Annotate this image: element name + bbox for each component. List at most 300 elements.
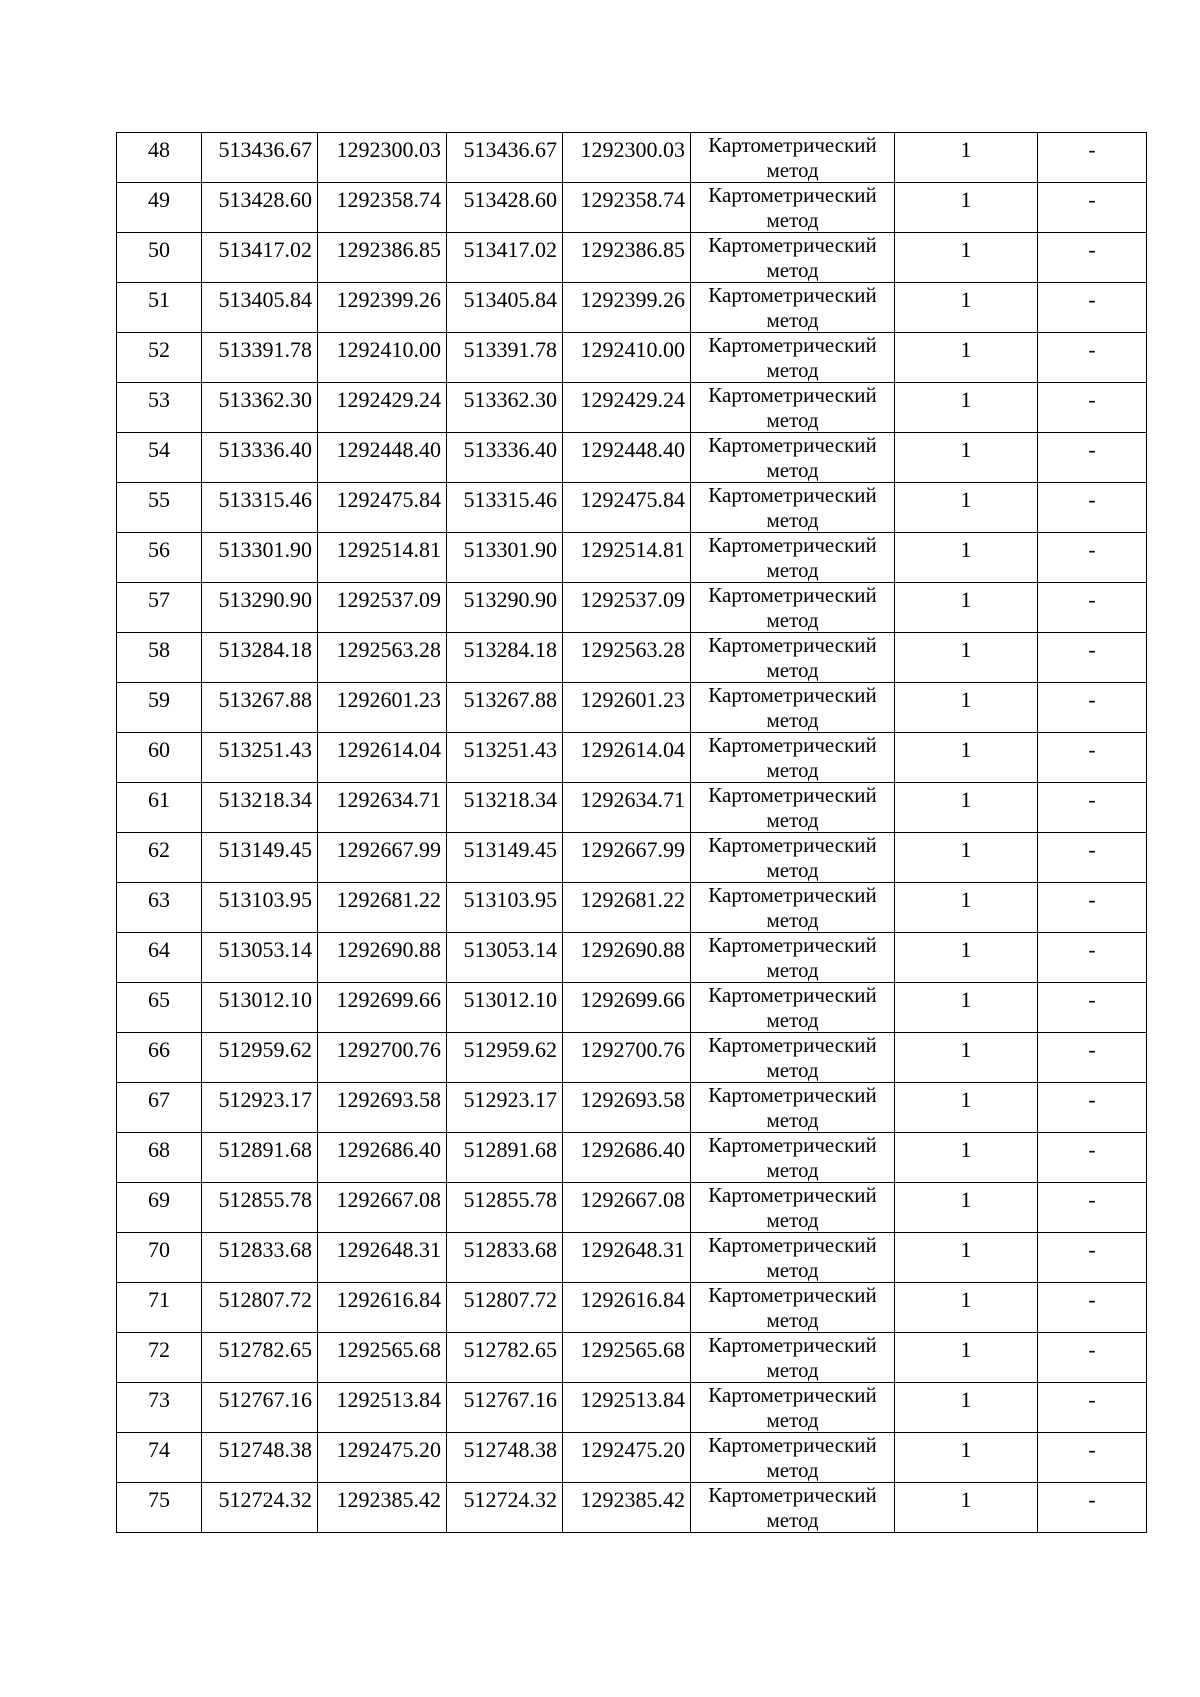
existing-x-cell — [202, 1383, 318, 1433]
existing-x-cell — [202, 833, 318, 883]
existing-y-cell — [318, 583, 447, 633]
refined-x-cell — [447, 483, 563, 533]
method-line-2: метод — [766, 1008, 819, 1032]
point-number-cell-text: 62 — [148, 837, 170, 862]
point-number-cell — [117, 383, 202, 433]
existing-x-cell-text: 513290.90 — [218, 587, 312, 612]
existing-y-cell — [318, 633, 447, 683]
existing-x-cell-text: 513391.78 — [218, 337, 312, 362]
existing-x-cell — [202, 383, 318, 433]
refined-y-cell-text: 1292667.08 — [580, 1187, 685, 1212]
method-line-1: Картометрический — [708, 883, 877, 907]
method-text — [691, 433, 894, 482]
method-cell — [691, 933, 895, 983]
refined-y-cell — [563, 1383, 691, 1433]
refined-x-cell-text: 513417.02 — [463, 237, 557, 262]
table-row — [117, 1183, 1147, 1233]
method-line-2: метод — [766, 508, 819, 532]
coordinates-table — [116, 132, 1147, 1533]
point-number-cell — [117, 1083, 202, 1133]
refined-y-cell — [563, 1483, 691, 1533]
existing-y-cell-text: 1292667.99 — [336, 837, 441, 862]
method-text — [691, 583, 894, 632]
accuracy-cell-text: 1 — [960, 1287, 972, 1312]
method-line-1: Картометрический — [708, 733, 877, 757]
existing-x-cell — [202, 683, 318, 733]
existing-x-cell-text: 513284.18 — [218, 637, 312, 662]
note-cell-text: - — [1088, 1287, 1096, 1312]
refined-y-cell-text: 1292690.88 — [580, 937, 685, 962]
refined-x-cell — [447, 433, 563, 483]
method-line-1: Картометрический — [708, 633, 877, 657]
refined-y-cell — [563, 333, 691, 383]
method-text — [691, 1033, 894, 1082]
table-row — [117, 533, 1147, 583]
refined-x-cell-text: 513290.90 — [463, 587, 557, 612]
existing-x-cell-text: 512767.16 — [218, 1387, 312, 1412]
note-cell — [1038, 233, 1147, 283]
refined-x-cell-text: 513436.67 — [463, 137, 557, 162]
point-number-cell — [117, 1483, 202, 1533]
method-cell — [691, 1283, 895, 1333]
refined-y-cell-text: 1292475.84 — [580, 487, 685, 512]
existing-x-cell — [202, 1233, 318, 1283]
refined-y-cell-text: 1292693.58 — [580, 1087, 685, 1112]
refined-x-cell-text: 512833.68 — [463, 1237, 557, 1262]
note-cell-text: - — [1088, 787, 1096, 812]
method-cell — [691, 1483, 895, 1533]
point-number-cell-text: 64 — [148, 937, 170, 962]
accuracy-cell-text: 1 — [960, 1337, 972, 1362]
existing-x-cell-text: 513436.67 — [218, 137, 312, 162]
existing-x-cell-text: 513149.45 — [218, 837, 312, 862]
refined-x-cell-text: 512724.32 — [463, 1487, 557, 1512]
table-row — [117, 383, 1147, 433]
refined-x-cell — [447, 783, 563, 833]
note-cell-text: - — [1088, 837, 1096, 862]
refined-y-cell-text: 1292565.68 — [580, 1337, 685, 1362]
method-cell — [691, 633, 895, 683]
existing-y-cell — [318, 433, 447, 483]
method-text — [691, 1083, 894, 1132]
existing-x-cell — [202, 233, 318, 283]
method-text — [691, 283, 894, 332]
method-line-2: метод — [766, 908, 819, 932]
method-cell — [691, 383, 895, 433]
refined-y-cell — [563, 583, 691, 633]
refined-x-cell — [447, 283, 563, 333]
refined-y-cell-text: 1292537.09 — [580, 587, 685, 612]
table-row — [117, 883, 1147, 933]
method-cell — [691, 333, 895, 383]
method-line-2: метод — [766, 708, 819, 732]
existing-x-cell-text: 513315.46 — [218, 487, 312, 512]
accuracy-cell-text: 1 — [960, 1087, 972, 1112]
point-number-cell — [117, 783, 202, 833]
refined-x-cell — [447, 1333, 563, 1383]
table-row — [117, 483, 1147, 533]
accuracy-cell — [895, 833, 1038, 883]
note-cell-text: - — [1088, 387, 1096, 412]
method-cell — [691, 1333, 895, 1383]
refined-x-cell-text: 513053.14 — [463, 937, 557, 962]
existing-y-cell-text: 1292386.85 — [336, 237, 441, 262]
method-cell — [691, 433, 895, 483]
refined-y-cell — [563, 1333, 691, 1383]
method-line-1: Картометрический — [708, 983, 877, 1007]
refined-x-cell-text: 512959.62 — [463, 1037, 557, 1062]
accuracy-cell-text: 1 — [960, 437, 972, 462]
note-cell-text: - — [1088, 937, 1096, 962]
existing-y-cell-text: 1292537.09 — [336, 587, 441, 612]
method-line-1: Картометрический — [708, 833, 877, 857]
existing-x-cell — [202, 1083, 318, 1133]
existing-y-cell — [318, 833, 447, 883]
note-cell — [1038, 783, 1147, 833]
method-cell — [691, 583, 895, 633]
point-number-cell-text: 66 — [148, 1037, 170, 1062]
method-cell — [691, 983, 895, 1033]
existing-y-cell-text: 1292514.81 — [336, 537, 441, 562]
table-row — [117, 333, 1147, 383]
note-cell-text: - — [1088, 887, 1096, 912]
existing-x-cell-text: 512748.38 — [218, 1437, 312, 1462]
accuracy-cell-text: 1 — [960, 587, 972, 612]
note-cell-text: - — [1088, 687, 1096, 712]
accuracy-cell-text: 1 — [960, 337, 972, 362]
note-cell — [1038, 1083, 1147, 1133]
accuracy-cell-text: 1 — [960, 687, 972, 712]
accuracy-cell — [895, 133, 1038, 183]
point-number-cell — [117, 1333, 202, 1383]
accuracy-cell — [895, 983, 1038, 1033]
existing-x-cell — [202, 133, 318, 183]
refined-y-cell — [563, 1083, 691, 1133]
point-number-cell-text: 51 — [148, 287, 170, 312]
accuracy-cell — [895, 233, 1038, 283]
method-cell — [691, 133, 895, 183]
point-number-cell — [117, 133, 202, 183]
existing-y-cell-text: 1292699.66 — [336, 987, 441, 1012]
existing-x-cell — [202, 1283, 318, 1333]
existing-y-cell-text: 1292513.84 — [336, 1387, 441, 1412]
note-cell-text: - — [1088, 287, 1096, 312]
accuracy-cell — [895, 1233, 1038, 1283]
refined-x-cell-text: 513428.60 — [463, 187, 557, 212]
refined-x-cell-text: 512782.65 — [463, 1337, 557, 1362]
existing-y-cell-text: 1292681.22 — [336, 887, 441, 912]
refined-x-cell — [447, 1083, 563, 1133]
refined-x-cell-text: 512891.68 — [463, 1137, 557, 1162]
method-line-2: метод — [766, 1208, 819, 1232]
method-line-1: Картометрический — [708, 1033, 877, 1057]
refined-x-cell — [447, 1433, 563, 1483]
point-number-cell-text: 50 — [148, 237, 170, 262]
accuracy-cell-text: 1 — [960, 1037, 972, 1062]
note-cell-text: - — [1088, 237, 1096, 262]
existing-x-cell — [202, 983, 318, 1033]
method-line-1: Картометрический — [708, 1083, 877, 1107]
note-cell — [1038, 833, 1147, 883]
table-row — [117, 1383, 1147, 1433]
existing-y-cell-text: 1292448.40 — [336, 437, 441, 462]
method-line-1: Картометрический — [708, 1483, 877, 1507]
refined-y-cell — [563, 733, 691, 783]
note-cell — [1038, 1033, 1147, 1083]
method-text — [691, 833, 894, 882]
method-cell — [691, 883, 895, 933]
method-line-1: Картометрический — [708, 383, 877, 407]
method-line-2: метод — [766, 1108, 819, 1132]
refined-x-cell — [447, 583, 563, 633]
existing-x-cell — [202, 883, 318, 933]
method-text — [691, 1283, 894, 1332]
accuracy-cell — [895, 1183, 1038, 1233]
method-line-2: метод — [766, 1458, 819, 1482]
accuracy-cell — [895, 633, 1038, 683]
method-line-2: метод — [766, 1058, 819, 1082]
existing-x-cell — [202, 1183, 318, 1233]
existing-y-cell — [318, 1283, 447, 1333]
point-number-cell-text: 48 — [148, 137, 170, 162]
refined-y-cell-text: 1292475.20 — [580, 1437, 685, 1462]
method-line-2: метод — [766, 858, 819, 882]
refined-x-cell — [447, 1183, 563, 1233]
method-line-2: метод — [766, 608, 819, 632]
method-line-1: Картометрический — [708, 333, 877, 357]
method-line-2: метод — [766, 1408, 819, 1432]
refined-x-cell — [447, 983, 563, 1033]
refined-y-cell-text: 1292513.84 — [580, 1387, 685, 1412]
refined-y-cell-text: 1292699.66 — [580, 987, 685, 1012]
refined-y-cell — [563, 683, 691, 733]
accuracy-cell-text: 1 — [960, 287, 972, 312]
refined-y-cell-text: 1292429.24 — [580, 387, 685, 412]
method-line-1: Картометрический — [708, 233, 877, 257]
method-cell — [691, 1033, 895, 1083]
point-number-cell-text: 55 — [148, 487, 170, 512]
point-number-cell — [117, 233, 202, 283]
table-row — [117, 433, 1147, 483]
point-number-cell-text: 58 — [148, 637, 170, 662]
existing-y-cell-text: 1292616.84 — [336, 1287, 441, 1312]
refined-y-cell-text: 1292410.00 — [580, 337, 685, 362]
existing-x-cell-text: 512855.78 — [218, 1187, 312, 1212]
note-cell — [1038, 733, 1147, 783]
refined-y-cell — [563, 1133, 691, 1183]
refined-x-cell — [447, 1483, 563, 1533]
refined-y-cell — [563, 1433, 691, 1483]
refined-y-cell — [563, 133, 691, 183]
existing-y-cell-text: 1292648.31 — [336, 1237, 441, 1262]
method-text — [691, 983, 894, 1032]
accuracy-cell — [895, 383, 1038, 433]
refined-y-cell — [563, 883, 691, 933]
existing-y-cell — [318, 283, 447, 333]
refined-x-cell-text: 513405.84 — [463, 287, 557, 312]
existing-y-cell-text: 1292475.84 — [336, 487, 441, 512]
existing-x-cell — [202, 633, 318, 683]
refined-x-cell-text: 513103.95 — [463, 887, 557, 912]
method-line-2: метод — [766, 1358, 819, 1382]
method-text — [691, 1483, 894, 1532]
existing-x-cell — [202, 583, 318, 633]
refined-y-cell-text: 1292648.31 — [580, 1237, 685, 1262]
method-line-1: Картометрический — [708, 1233, 877, 1257]
method-line-1: Картометрический — [708, 1283, 877, 1307]
note-cell-text: - — [1088, 337, 1096, 362]
existing-x-cell — [202, 933, 318, 983]
method-text — [691, 883, 894, 932]
note-cell-text: - — [1088, 487, 1096, 512]
table-row — [117, 1283, 1147, 1333]
point-number-cell-text: 60 — [148, 737, 170, 762]
method-line-2: метод — [766, 1308, 819, 1332]
existing-y-cell — [318, 483, 447, 533]
existing-y-cell — [318, 1183, 447, 1233]
refined-x-cell — [447, 883, 563, 933]
accuracy-cell — [895, 533, 1038, 583]
existing-y-cell-text: 1292563.28 — [336, 637, 441, 662]
existing-x-cell — [202, 333, 318, 383]
existing-x-cell-text: 513218.34 — [218, 787, 312, 812]
method-cell — [691, 283, 895, 333]
existing-x-cell — [202, 183, 318, 233]
accuracy-cell — [895, 183, 1038, 233]
refined-x-cell-text: 512807.72 — [463, 1287, 557, 1312]
existing-x-cell — [202, 283, 318, 333]
existing-y-cell-text: 1292686.40 — [336, 1137, 441, 1162]
note-cell — [1038, 333, 1147, 383]
method-text — [691, 1133, 894, 1182]
existing-y-cell-text: 1292667.08 — [336, 1187, 441, 1212]
table-row — [117, 1133, 1147, 1183]
point-number-cell-text: 52 — [148, 337, 170, 362]
existing-x-cell-text: 513053.14 — [218, 937, 312, 962]
note-cell-text: - — [1088, 437, 1096, 462]
method-text — [691, 383, 894, 432]
note-cell — [1038, 883, 1147, 933]
point-number-cell-text: 59 — [148, 687, 170, 712]
accuracy-cell — [895, 333, 1038, 383]
point-number-cell — [117, 1433, 202, 1483]
point-number-cell-text: 67 — [148, 1087, 170, 1112]
existing-x-cell-text: 513301.90 — [218, 537, 312, 562]
accuracy-cell-text: 1 — [960, 787, 972, 812]
refined-y-cell — [563, 1183, 691, 1233]
method-line-2: метод — [766, 458, 819, 482]
note-cell-text: - — [1088, 1337, 1096, 1362]
accuracy-cell — [895, 783, 1038, 833]
refined-x-cell — [447, 133, 563, 183]
refined-x-cell-text: 513391.78 — [463, 337, 557, 362]
point-number-cell-text: 72 — [148, 1337, 170, 1362]
point-number-cell — [117, 1383, 202, 1433]
method-text — [691, 1183, 894, 1232]
note-cell-text: - — [1088, 1237, 1096, 1262]
table-row — [117, 733, 1147, 783]
method-text — [691, 533, 894, 582]
method-cell — [691, 733, 895, 783]
accuracy-cell-text: 1 — [960, 1187, 972, 1212]
table-row — [117, 1333, 1147, 1383]
point-number-cell — [117, 283, 202, 333]
method-line-2: метод — [766, 758, 819, 782]
method-line-1: Картометрический — [708, 433, 877, 457]
table-row — [117, 1083, 1147, 1133]
method-text — [691, 1233, 894, 1282]
method-text — [691, 333, 894, 382]
accuracy-cell-text: 1 — [960, 987, 972, 1012]
existing-y-cell-text: 1292429.24 — [336, 387, 441, 412]
method-text — [691, 683, 894, 732]
existing-x-cell-text: 513362.30 — [218, 387, 312, 412]
existing-x-cell-text: 513336.40 — [218, 437, 312, 462]
accuracy-cell — [895, 1083, 1038, 1133]
method-line-1: Картометрический — [708, 1183, 877, 1207]
existing-x-cell-text: 512833.68 — [218, 1237, 312, 1262]
note-cell — [1038, 583, 1147, 633]
point-number-cell — [117, 883, 202, 933]
existing-x-cell-text: 513251.43 — [218, 737, 312, 762]
refined-y-cell-text: 1292614.04 — [580, 737, 685, 762]
refined-x-cell — [447, 1383, 563, 1433]
table-row — [117, 283, 1147, 333]
existing-y-cell — [318, 983, 447, 1033]
refined-y-cell-text: 1292667.99 — [580, 837, 685, 862]
existing-y-cell-text: 1292690.88 — [336, 937, 441, 962]
point-number-cell-text: 63 — [148, 887, 170, 912]
refined-y-cell — [563, 1283, 691, 1333]
existing-y-cell — [318, 1083, 447, 1133]
existing-x-cell-text: 513405.84 — [218, 287, 312, 312]
method-cell — [691, 1233, 895, 1283]
note-cell-text: - — [1088, 987, 1096, 1012]
method-line-1: Картометрический — [708, 933, 877, 957]
refined-x-cell — [447, 233, 563, 283]
existing-x-cell-text: 513417.02 — [218, 237, 312, 262]
existing-x-cell-text: 513012.10 — [218, 987, 312, 1012]
accuracy-cell — [895, 1433, 1038, 1483]
accuracy-cell-text: 1 — [960, 1137, 972, 1162]
method-cell — [691, 1183, 895, 1233]
method-line-1: Картометрический — [708, 1433, 877, 1457]
accuracy-cell — [895, 933, 1038, 983]
refined-x-cell — [447, 1133, 563, 1183]
method-line-1: Картометрический — [708, 483, 877, 507]
accuracy-cell-text: 1 — [960, 1487, 972, 1512]
method-cell — [691, 783, 895, 833]
method-cell — [691, 1083, 895, 1133]
refined-x-cell-text: 512748.38 — [463, 1437, 557, 1462]
existing-x-cell — [202, 1433, 318, 1483]
note-cell — [1038, 1383, 1147, 1433]
existing-x-cell-text: 513428.60 — [218, 187, 312, 212]
table-row — [117, 1483, 1147, 1533]
existing-y-cell-text: 1292475.20 — [336, 1437, 441, 1462]
refined-y-cell — [563, 283, 691, 333]
refined-y-cell-text: 1292448.40 — [580, 437, 685, 462]
note-cell-text: - — [1088, 137, 1096, 162]
point-number-cell-text: 49 — [148, 187, 170, 212]
existing-y-cell — [318, 733, 447, 783]
existing-y-cell — [318, 883, 447, 933]
method-line-2: метод — [766, 1258, 819, 1282]
note-cell-text: - — [1088, 537, 1096, 562]
refined-x-cell-text: 513012.10 — [463, 987, 557, 1012]
existing-y-cell — [318, 1433, 447, 1483]
table-row — [117, 983, 1147, 1033]
